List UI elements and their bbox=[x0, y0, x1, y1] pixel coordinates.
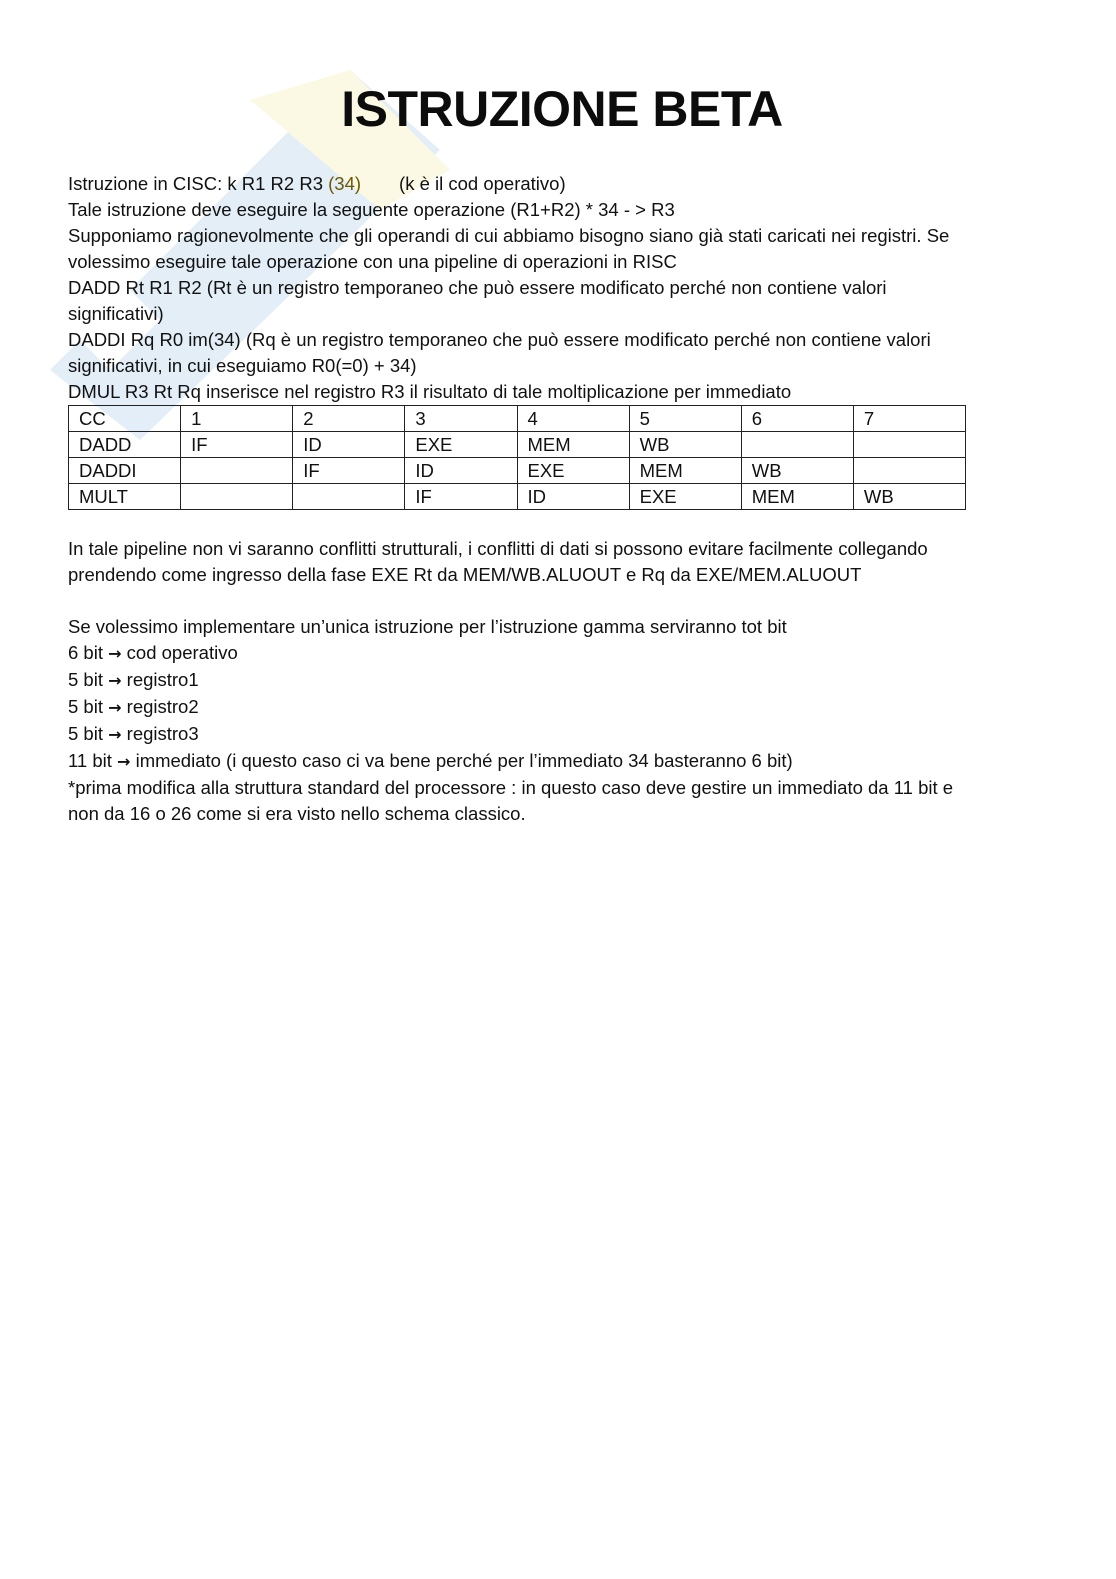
table-cell bbox=[741, 432, 853, 458]
table-cell: WB bbox=[853, 484, 965, 510]
table-cell: MEM bbox=[517, 432, 629, 458]
encoding-field: 5 bit → registro3 bbox=[68, 723, 199, 744]
table-cell: 3 bbox=[405, 406, 517, 432]
arrow-right-icon: → bbox=[108, 698, 122, 717]
intro-line-6: significativi) bbox=[68, 303, 164, 324]
page-title: ISTRUZIONE BETA bbox=[341, 81, 783, 137]
highlight-immediate: (34) bbox=[328, 173, 362, 194]
table-cell bbox=[181, 484, 293, 510]
table-cell: 2 bbox=[293, 406, 405, 432]
table-cell bbox=[853, 458, 965, 484]
table-row bbox=[69, 458, 966, 484]
table-cell: EXE bbox=[405, 432, 517, 458]
document-body bbox=[68, 171, 1028, 827]
table-cell: 5 bbox=[629, 406, 741, 432]
encoding-field: 5 bit → registro1 bbox=[68, 669, 199, 690]
table-cell bbox=[293, 484, 405, 510]
intro-line-7: DADDI Rq R0 im(34) (Rq è un registro temporaneo che può essere modificato perché non contiene valori bbox=[68, 329, 931, 350]
table-cell: 7 bbox=[853, 406, 965, 432]
table-row bbox=[69, 432, 966, 458]
arrow-right-icon: → bbox=[117, 752, 131, 771]
table-cell: CC bbox=[69, 406, 181, 432]
table-cell: IF bbox=[405, 484, 517, 510]
table-cell bbox=[853, 432, 965, 458]
table-cell: DADDI bbox=[69, 458, 181, 484]
table-cell: IF bbox=[293, 458, 405, 484]
arrow-right-icon: → bbox=[108, 671, 122, 690]
table-cell: DADD bbox=[69, 432, 181, 458]
table-cell: 1 bbox=[181, 406, 293, 432]
table-cell: ID bbox=[293, 432, 405, 458]
intro-line-2: Tale istruzione deve eseguire la seguente operazione (R1+R2) * 34 - > R3 bbox=[68, 199, 675, 220]
encoding-field: 11 bit → immediato (i questo caso ci va bene perché per l’immediato 34 basteranno 6 bit) bbox=[68, 750, 793, 771]
intro-line-5: DADD Rt R1 R2 (Rt è un registro temporaneo che può essere modificato perché non contiene valori bbox=[68, 277, 887, 298]
table-cell: WB bbox=[629, 432, 741, 458]
table-cell: 6 bbox=[741, 406, 853, 432]
encoding-field: 6 bit → cod operativo bbox=[68, 642, 238, 663]
table-cell: IF bbox=[181, 432, 293, 458]
intro-line-3: Supponiamo ragionevolmente che gli operandi di cui abbiamo bisogno siano già stati caricati nei registri. Se bbox=[68, 225, 950, 246]
arrow-right-icon: → bbox=[108, 725, 122, 744]
encoding-intro: Se volessimo implementare un’unica istruzione per l’istruzione gamma serviranno tot bit bbox=[68, 616, 787, 637]
table-cell: MULT bbox=[69, 484, 181, 510]
table-cell: MEM bbox=[629, 458, 741, 484]
conflicts-line-2: prendendo come ingresso della fase EXE Rt da MEM/WB.ALUOUT e Rq da EXE/MEM.ALUOUT bbox=[68, 564, 862, 585]
table-cell: ID bbox=[517, 484, 629, 510]
encoding-note-1: *prima modifica alla struttura standard del processore : in questo caso deve gestire un immediato da 11 bit e bbox=[68, 777, 954, 798]
intro-line-9: DMUL R3 Rt Rq inserisce nel registro R3 il risultato di tale moltiplicazione per immediato bbox=[68, 381, 792, 402]
table-cell: WB bbox=[741, 458, 853, 484]
conflicts-line-1: In tale pipeline non vi saranno conflitti strutturali, i conflitti di dati si possono evitare facilmente collegando bbox=[68, 538, 928, 559]
table-cell: EXE bbox=[517, 458, 629, 484]
table-cell: EXE bbox=[629, 484, 741, 510]
table-cell: MEM bbox=[741, 484, 853, 510]
table-cell bbox=[181, 458, 293, 484]
pipeline-table bbox=[68, 405, 966, 510]
table-header-row bbox=[69, 406, 966, 432]
table-cell: ID bbox=[405, 458, 517, 484]
arrow-right-icon: → bbox=[108, 644, 122, 663]
table-cell: 4 bbox=[517, 406, 629, 432]
intro-line-4: volessimo eseguire tale operazione con una pipeline di operazioni in RISC bbox=[68, 251, 677, 272]
table-row bbox=[69, 484, 966, 510]
encoding-note-2: non da 16 o 26 come si era visto nello schema classico. bbox=[68, 803, 526, 824]
encoding-field: 5 bit → registro2 bbox=[68, 696, 199, 717]
intro-line-8: significativi, in cui eseguiamo R0(=0) + 34) bbox=[68, 355, 417, 376]
intro-line-1: Istruzione in CISC: k R1 R2 R3 (34) (k è il cod operativo) bbox=[68, 173, 566, 194]
